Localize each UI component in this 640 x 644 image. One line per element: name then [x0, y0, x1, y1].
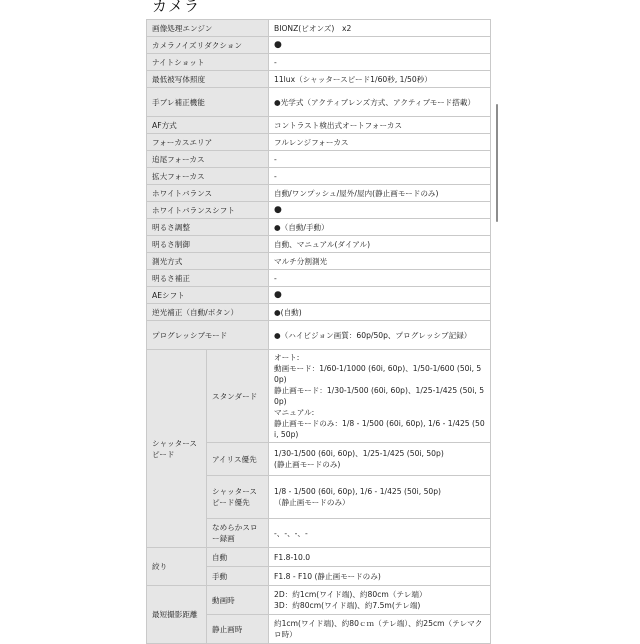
spec-value: コントラスト検出式オートフォーカス	[269, 117, 491, 134]
spec-label: フォーカスエリア	[147, 134, 269, 151]
spec-row-ae-shift	[147, 287, 491, 304]
spec-row-nightshot	[147, 54, 491, 71]
spec-label: 最低被写体照度	[147, 71, 269, 88]
spec-label: 画像処理エンジン	[147, 20, 269, 37]
spec-sublabel: 静止画時	[207, 615, 269, 644]
spec-row-expanded-focus	[147, 168, 491, 185]
spec-value: ●	[269, 37, 491, 54]
spec-value: 約1cm(ワイド端)、約80ｃｍ（テレ端）、約25cm（テレマクロ時）	[269, 615, 491, 644]
spec-label: 測光方式	[147, 253, 269, 270]
spec-row-shutter-standard	[147, 350, 491, 443]
spec-value: BIONZ(ビオンズ) x2	[269, 20, 491, 37]
spec-sublabel: 自動	[207, 548, 269, 567]
shutter-group-label: シャッタースピード	[147, 350, 207, 548]
min-distance-group-label: 最短撮影距離	[147, 586, 207, 644]
spec-row-white-balance	[147, 185, 491, 202]
spec-row-aperture-auto	[147, 548, 491, 567]
spec-row-stabilization	[147, 88, 491, 117]
spec-value: ●光学式（アクティブレンズ方式、アクティブモード搭載）	[269, 88, 491, 117]
spec-label: 手ブレ補正機能	[147, 88, 269, 117]
spec-row-brightness-correction	[147, 270, 491, 287]
spec-sublabel: 手動	[207, 567, 269, 586]
spec-sublabel: シャッタースピード優先	[207, 476, 269, 519]
spec-value: -	[269, 168, 491, 185]
spec-row-tracking-focus	[147, 151, 491, 168]
spec-label: 明るさ補正	[147, 270, 269, 287]
spec-value: マルチ分割測光	[269, 253, 491, 270]
spec-value: 2D：約1cm(ワイド端)、約80cm（テレ端） 3D：約80cm(ワイド端)、約7.5m(テレ端)	[269, 586, 491, 615]
spec-value: 自動、マニュアル(ダイアル)	[269, 236, 491, 253]
spec-value: -	[269, 54, 491, 71]
spec-value: F1.8-10.0	[269, 548, 491, 567]
spec-sublabel: 動画時	[207, 586, 269, 615]
spec-row-wb-shift	[147, 202, 491, 219]
spec-row-brightness-control	[147, 236, 491, 253]
spec-row-min-distance-video	[147, 586, 491, 615]
spec-value: -	[269, 270, 491, 287]
spec-row-brightness-adjust	[147, 219, 491, 236]
vertical-scrollbar[interactable]	[496, 104, 498, 222]
spec-row-focus-area	[147, 134, 491, 151]
spec-table	[146, 19, 491, 644]
spec-label: 明るさ調整	[147, 219, 269, 236]
spec-row-noise-reduction	[147, 37, 491, 54]
spec-value: ●	[269, 202, 491, 219]
spec-label: 明るさ制御	[147, 236, 269, 253]
spec-value: 自動/ワンプッシュ/屋外/屋内(静止画モードのみ)	[269, 185, 491, 202]
spec-label: 追尾フォーカス	[147, 151, 269, 168]
spec-label: AEシフト	[147, 287, 269, 304]
spec-value: ●(自動)	[269, 304, 491, 321]
spec-value: ●（ハイビジョン画質：60p/50p、プログレッシブ記録）	[269, 321, 491, 350]
spec-row-min-illumination	[147, 71, 491, 88]
spec-value: -、-、-、-	[269, 519, 491, 548]
spec-row-af-method	[147, 117, 491, 134]
spec-value: オート: 動画モード：1/60-1/1000 (60i, 60p)、1/50-1/600 (50i, 50p) 静止画モード：1/30-1/500 (60i, 60p)、1/25-1/425 (50i, 50p) マニュアル: 静止画モードのみ：1/8 - 1/500 (60i, 60p), 1/6 - 1/425 (50i, 50p)	[269, 350, 491, 443]
spec-row-image-engine	[147, 20, 491, 37]
spec-label: 逆光補正（自動/ボタン）	[147, 304, 269, 321]
spec-value: -	[269, 151, 491, 168]
spec-value: 1/8 - 1/500 (60i, 60p), 1/6 - 1/425 (50i, 50p) （静止画モードのみ）	[269, 476, 491, 519]
spec-row-progressive	[147, 321, 491, 350]
spec-label: プログレッシブモード	[147, 321, 269, 350]
spec-sublabel: アイリス優先	[207, 443, 269, 476]
spec-value: 11lux（シャッタースピード1/60秒, 1/50秒）	[269, 71, 491, 88]
spec-label: AF方式	[147, 117, 269, 134]
spec-label: ホワイトバランス	[147, 185, 269, 202]
spec-label: ナイトショット	[147, 54, 269, 71]
spec-label: 拡大フォーカス	[147, 168, 269, 185]
section-title: カメラ	[152, 0, 201, 15]
spec-sublabel: なめらかスロー録画	[207, 519, 269, 548]
aperture-group-label: 絞り	[147, 548, 207, 586]
spec-value: 1/30-1/500 (60i, 60p)、1/25-1/425 (50i, 50p) (静止画モードのみ)	[269, 443, 491, 476]
spec-value: ●（自動/手動）	[269, 219, 491, 236]
spec-label: カメラノイズリダクション	[147, 37, 269, 54]
spec-row-metering	[147, 253, 491, 270]
spec-sublabel: スタンダード	[207, 350, 269, 443]
spec-row-backlight	[147, 304, 491, 321]
spec-value: ●	[269, 287, 491, 304]
spec-value: フルレンジフォーカス	[269, 134, 491, 151]
spec-value: F1.8 - F10 (静止画モードのみ)	[269, 567, 491, 586]
spec-label: ホワイトバランスシフト	[147, 202, 269, 219]
